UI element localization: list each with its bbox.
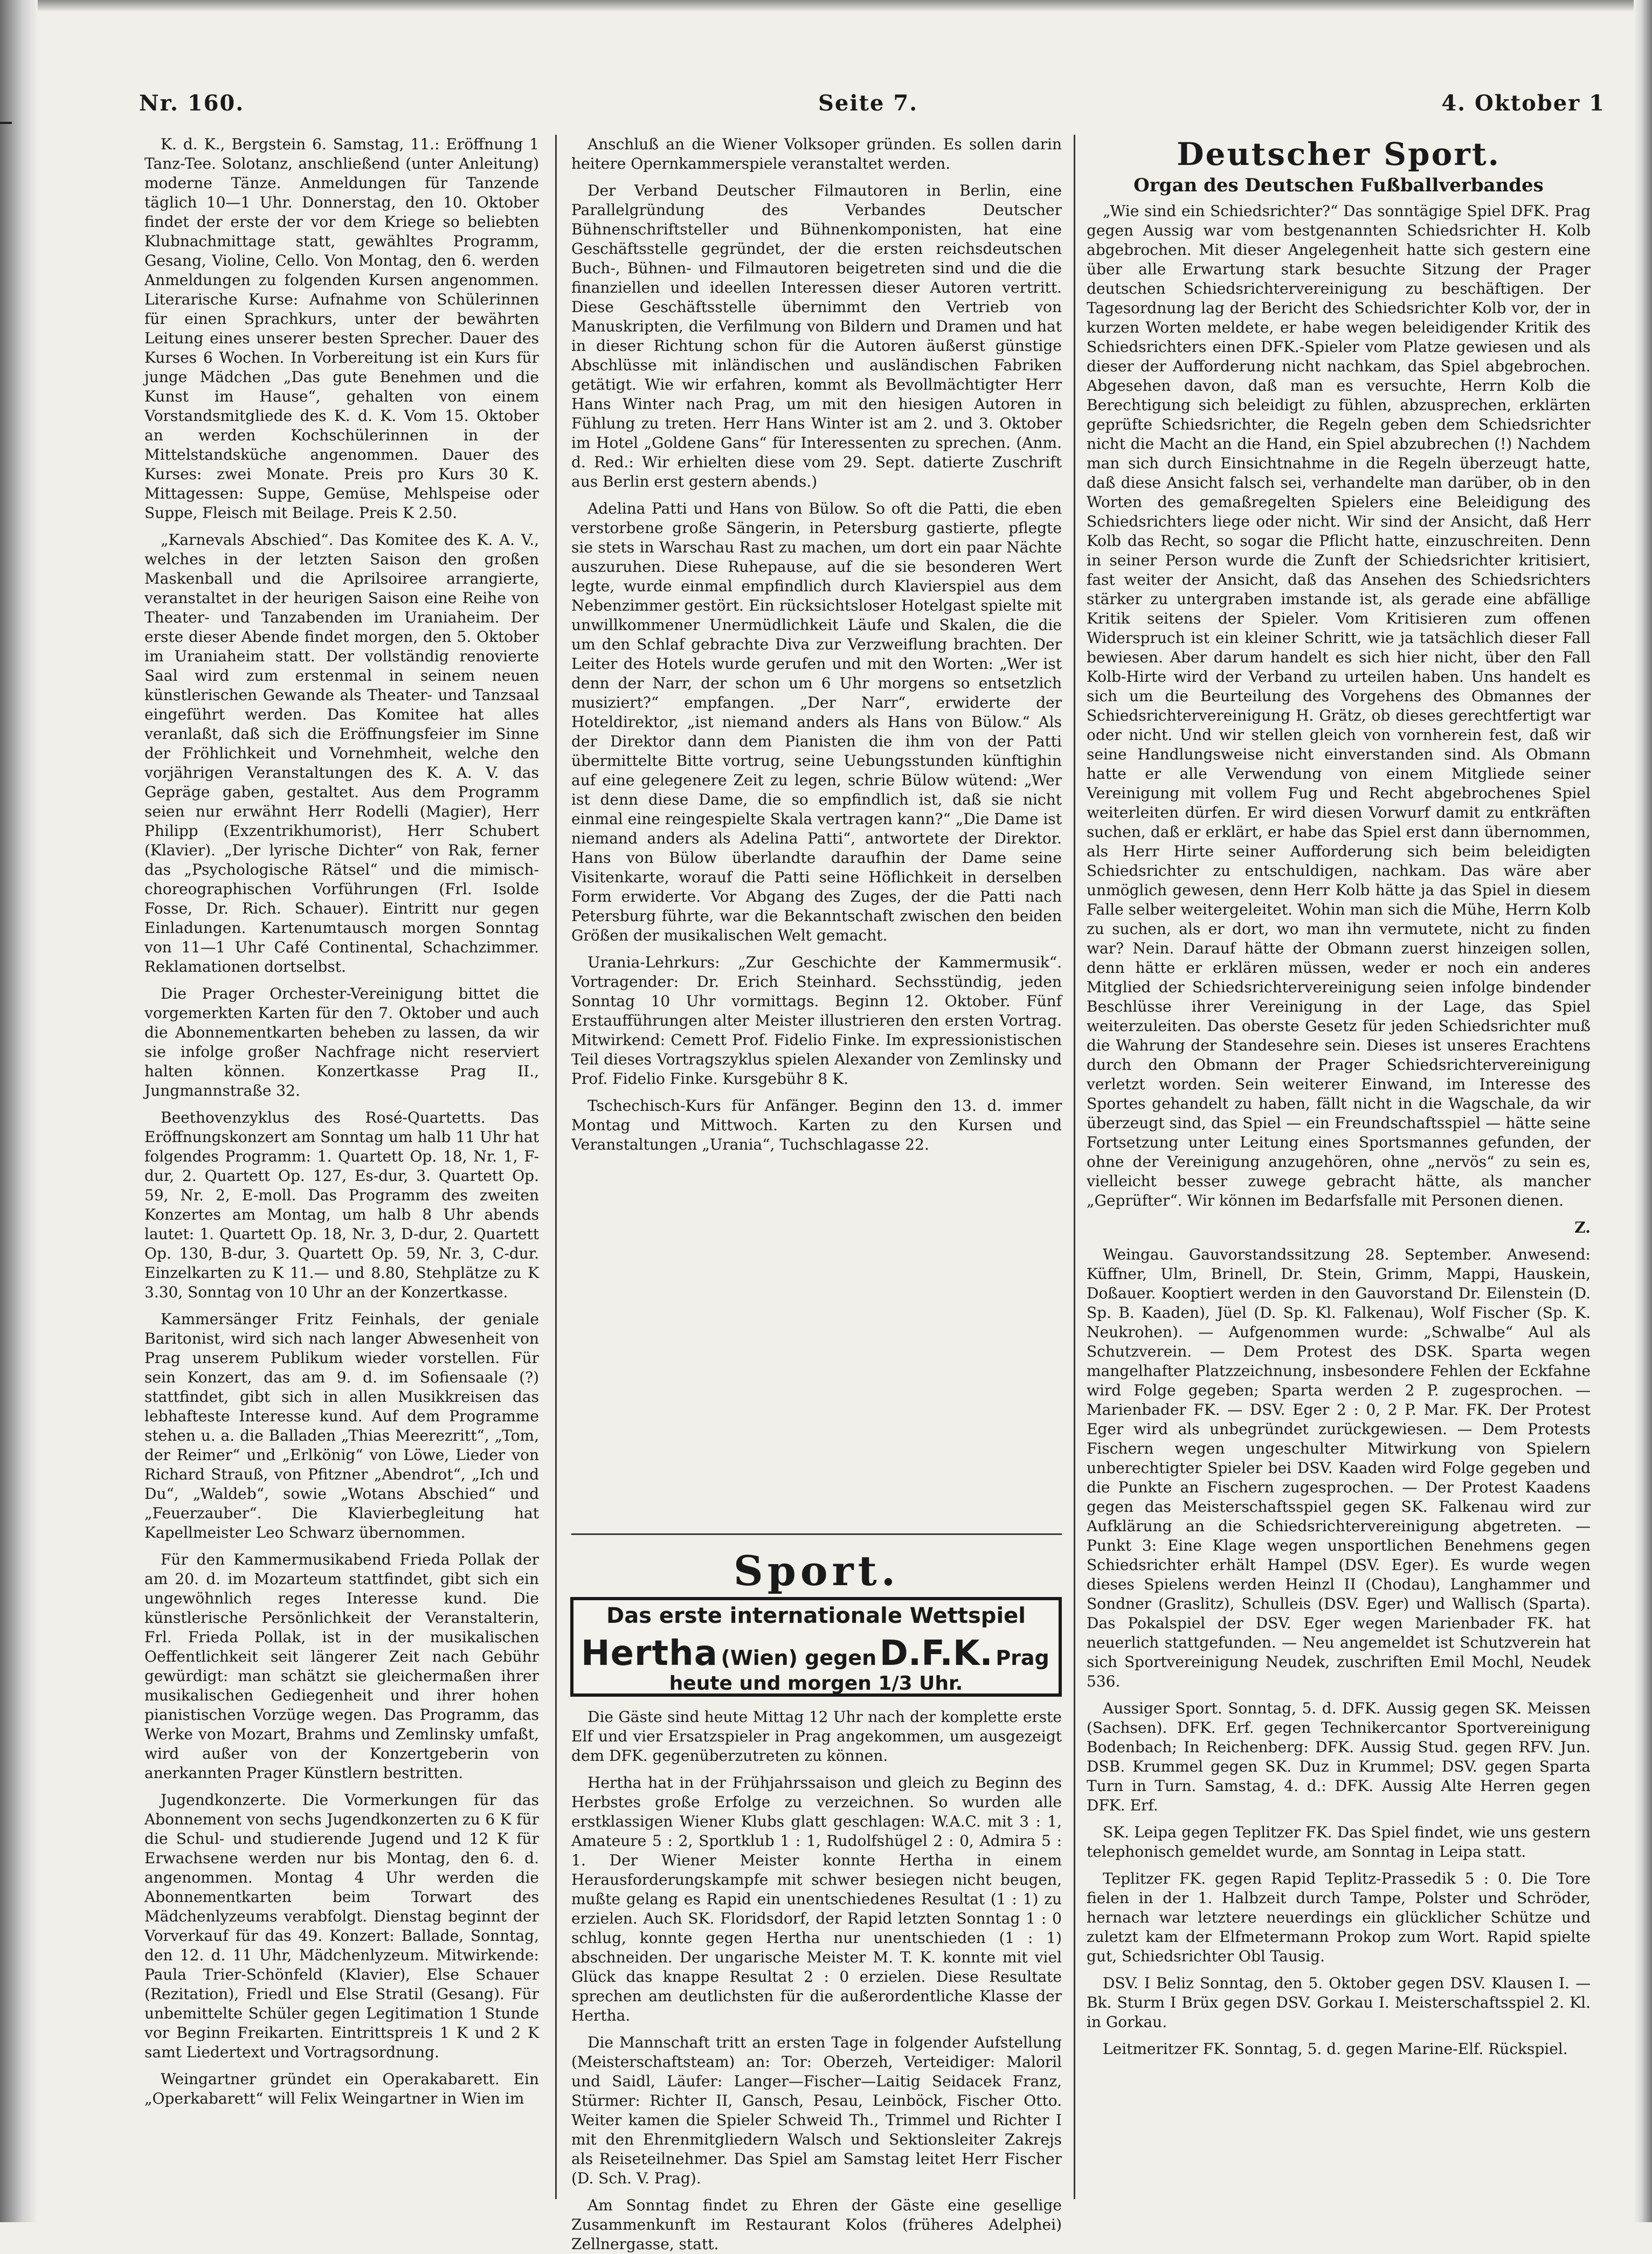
column-middle	[571, 135, 1062, 1364]
article-zusammenkunft: Am Sonntag findet zu Ehren der Gäste eine gesellige Zusammenkunft im Restaurant Kolos (früheres Adelphei) Zellnergasse, statt.	[571, 2196, 1062, 2253]
ad-team-hertha: Hertha	[581, 1634, 718, 1674]
ad-time: heute und morgen 1/3 Uhr.	[669, 1672, 963, 1695]
article-karnevals-abschied: „Karnevals Abschied“. Das Komitee des K. A. V., welches in der letzten Saison den großen Maskenball und die Aprilsoiree arrangierte, veranstaltet in der heurigen Saison eine Reihe von Theater- und Tanzabenden im Uraniaheim. Der erste dieser Abende findet morgen, den 5. Oktober im Uraniaheim statt. Der vollständig renovierte Saal wird zum erstenmal in seinem neuen künstlerischen Gewande als Theater- und Tanzsaal eingeführt werden. Das Komitee hat alles veranlaßt, daß sich die Eröffnungsfeier im Sinne der Fröhlichkeit und Vornehmheit, welche den vorjährigen Veranstaltungen des K. A. V. das Gepräge gaben, gestaltet. Aus dem Programm seien nur erwähnt Herr Rodelli (Magier), Herr Philipp (Exzentrikhumorist), Herr Schubert (Klavier). „Der lyrische Dichter“ von Rak, ferner das „Psychologische Rätsel“ und die mimisch-choreographischen Vorführungen (Frl. Isolde Fosse, Dr. Rich. Schauer). Eintritt nur gegen Einladungen. Kartenumtausch morgen Sonntag von 11—1 Uhr Café Continental, Schachzimmer. Reklamationen dortselbst.	[144, 531, 539, 976]
ad-vs-text: (Wien) gegen	[721, 1646, 877, 1670]
ad-city: Prag	[996, 1646, 1049, 1670]
column-left	[144, 135, 539, 2199]
section-rule	[571, 1533, 1062, 1535]
issue-date: 4. Oktober 1	[1441, 91, 1605, 116]
article-urania-lehrkurs: Urania-Lehrkurs: „Zur Geschichte der Kammermusik“. Vortragender: Dr. Erich Steinhard. Sechsstündig, jeden Sonntag 10 Uhr vormittags. Beginn 12. Oktober. Fünf Erstaufführungen alter Meister illustrieren den ersten Vortrag. Mitwirkend: Cemett Prof. Fidelio Finke. Im expressionistischen Teil dieses Vortragszyklus spielen Alexander von Zemlinsky und Prof. Fidelio Finke. Kursgebühr 8 K.	[571, 953, 1062, 1088]
article-weingartner: Weingartner gründet ein Operakabarett. Ein „Operkabarett“ will Felix Weingartner in Wien im	[144, 2070, 539, 2107]
article-dsv-beliz: DSV. I Beliz Sonntag, den 5. Oktober gegen DSV. Klausen I. — Bk. Sturm I Brüx gegen DSV. Gorkau I. Meisterschaftsspiel 2. Kl. in Gorkau.	[1087, 1974, 1591, 2031]
column-right	[1087, 135, 1591, 2199]
article-filmautoren: Der Verband Deutscher Filmautoren in Berlin, eine Parallelgründung des Verbandes Deutscher Bühnenschriftsteller und Bühnenkomponisten, hat eine Geschäftsstelle gegründet, der die ersten reichsdeutschen Buch-, Bühnen- und Filmautoren beigetreten sind und die die finanziellen und ideellen Interessen dieser Autoren vertritt. Diese Geschäftsstelle übernimmt den Vertrieb von Manuskripten, die Verfilmung von Bildern und Dramen und hat in dieser Richtung schon für die Autoren äußerst günstige Abschlüsse mit inländischen und ausländischen Fabriken getätigt. Wie wir erfahren, kommt als Bevollmächtigter Herr Hans Winter nach Prag, um mit den hiesigen Autoren in Fühlung zu treten. Herr Hans Winter ist am 2. und 3. Oktober im Hotel „Goldene Gans“ für Interessenten zu sprechen. (Anm. d. Red.: Wir erhielten diese vom 29. Sept. datierte Zuschrift aus Berlin erst gestern abends.)	[571, 182, 1062, 490]
article-schiedsrichter: „Wie sind ein Schiedsrichter?“ Das sonntägige Spiel DFK. Prag gegen Aussig war vom bestgenannten Schiedsrichter H. Kolb abgebrochen. Mit dieser Angelegenheit hatte sich gestern eine über alle Erwartung stark besuchte Sitzung der Prager deutschen Schiedsrichtervereinigung zu beschäftigen. Der Tagesordnung lag der Bericht des Schiedsrichter Kolb vor, der in kurzen Worten meldete, er habe wegen beleidigender Kritik des Schiedsrichters einen DFK.-Spieler vom Platze gewiesen und als dieser der Aufforderung nicht nachkam, das Spiel abgebrochen. Abgesehen davon, daß man es versuchte, Herrn Kolb die Berechtigung sich beleidigt zu fühlen, abzusprechen, erklärten geprüfte Schiedsrichter, die Regeln geben dem Schiedsrichter nicht die Macht an die Hand, ein Spiel abzubrechen (!) Nachdem man sich durch Einsichtnahme in die Regeln überzeugt hatte, daß diese Ansicht falsch sei, verhandelte man darüber, ob in den Worten des gemaßregelten Spielers eine Beleidigung des Schiedsrichters liege oder nicht. Wir sind der Ansicht, daß Herr Kolb das Recht, so sogar die Pflicht hatte, einzuschreiten. Denn in seiner Person wurde die Zunft der Schiedsrichter kritisiert, fast weiter der Ansicht, daß das Ansehen des Schiedsrichters stärker zu untergraben imstande ist, als gerade eine abfällige Kritik seitens der Spieler. Vom Kritisieren zum offenen Widerspruch ist ein kleiner Schritt, wie ja tatsächlich dieser Fall bewiesen. Aber darum handelt es sich hier nicht, über den Fall Kolb-Hirte wird der Verband zu urteilen haben. Uns handelt es sich um die Beurteilung des Vorgehens des Obmannes der Schiedsrichtervereinigung H. Grätz, ob dieses gerechtfertigt war oder nicht. Und wir stellen gleich von vornherein fest, daß wir seine Handlungsweise nicht einverstanden sind. Als Obmann hatte er alle Verwendung von einem Mitgliede seiner Vereinigung mit vollem Fug und Recht abgebrochenes Spiel weiterleiten dürfen. Er wird diesen Vorwurf damit zu entkräften suchen, daß er erklärt, er habe das Spiel erst dann übernommen, als Herr Hirte seiner Aufforderung sich beim beleidigten Schiedsrichter zu entschuldigen, nachkam. Das wäre aber unmöglich gewesen, denn Herr Kolb hätte ja das Spiel in diesem Falle selber weitergeleitet. Wohin man sich die Mühe, Herrn Kolb zu suchen, als er dort, wo man ihn vermutete, nicht zu finden war? Nein. Darauf hätte der Obmann zuerst hinzeigen sollen, denn hätte er erklären müssen, weder er noch ein anderes Mitglied der Schiedsrichtervereinigung seien infolge bindender Beschlüsse ihrer Vereinigung in der Lage, das Spiel weiterzuleiten. Das oberste Gesetz für jeden Schiedsrichter muß die Wahrung der Standesehre sein. Dieses ist unseres Erachtens durch den Obmann der Prager Schiedsrichtervereinigung verletzt worden. Sein weiterer Einwand, im Interesse des Sportes gehandelt zu haben, fällt nicht in die Wagschale, da wir überzeugt sind, das Spiel — ein Freundschaftsspiel — hätte seine Fortsetzung unter Leitung eines Sportsmannes gefunden, der ohne der Vereinigung anzugehören, ohne „nervös“ zu sein es, vielleicht besser zuwege gebracht hätte, als mancher „Geprüfter“. Wir können im Bedarfsfalle mit Personen dienen.	[1087, 202, 1591, 1209]
issue-number: Nr. 160.	[139, 91, 245, 116]
article-beethovenzyklus: Beethovenzyklus des Rosé-Quartetts. Das Eröffnungskonzert am Sonntag um halb 11 Uhr hat folgendes Programm: 1. Quartett Op. 18, Nr. 1, F-dur, 2. Quartett Op. 127, Es-dur, 3. Quartett Op. 59, Nr. 2, E-moll. Das Programm des zweiten Konzertes am Montag, um halb 8 Uhr abends lautet: 1. Quartett Op. 18, Nr. 3, D-dur, 2. Quartett Op. 130, B-dur, 3. Quartett Op. 59, Nr. 3, C-dur. Einzelkarten zu K 11.— und 8.80, Stehplätze zu K 3.30, Sonntag von 10 Uhr an der Konzertkasse.	[144, 1109, 539, 1301]
article-tschechisch-kurs: Tschechisch-Kurs für Anfänger. Beginn den 13. d. immer Montag und Mittwoch. Karten zu den Kursen und Veranstaltungen „Urania“, Tuchschlagasse 22.	[571, 1097, 1062, 1153]
sport-section-title: Sport.	[733, 1547, 900, 1595]
article-aussiger-sport: Aussiger Sport. Sonntag, 5. d. DFK. Aussig gegen SK. Meissen (Sachsen). DFK. Erf. gegen Technikercantor Sportvereinigung Bodenbach; In Reichenberg: DFK. Aussig Stud. gegen RFV. Jun. DSB. Krummel gegen SK. Duz in Krummel; DSV. gegen Sparta Turn in Turn. Samstag, 4. d.: DFK. Aussig Alte Herren gegen DFK. Erf.	[1087, 1699, 1591, 1814]
article-orchester-vereinigung: Die Prager Orchester-Vereinigung bittet die vorgemerkten Karten für den 7. Oktober und auch die Abonnementkarten beheben zu lassen, da wir sie infolge großer Nachfrage nicht reserviert halten können. Konzertkasse Prag II., Jungmannstraße 32.	[144, 985, 539, 1100]
article-volksoper: Anschluß an die Wiener Volksoper gründen. Es sollen darin heitere Opernkammerspiele veranstaltet werden.	[571, 135, 1062, 172]
article-kdk: K. d. K., Bergstein 6. Samstag, 11.: Eröffnung 1 Tanz-Tee. Solotanz, anschließend (unter Anleitung) moderne Tänze. Anmeldungen für Tanzende täglich 10—1 Uhr. Donnerstag, den 10. Oktober findet der erste der vor dem Kriege so beliebten Klubnachmittage statt, gewähltes Programm, Gesang, Violine, Cello. Von Montag, den 6. werden Anmeldungen zu folgenden Kursen angenommen. Literarische Kurse: Aufnahme von Schülerinnen für einen Sprachkurs, unter der bewährten Leitung eines unserer besten Sprecher. Dauer des Kurses 6 Wochen. In Vorbereitung ist ein Kurs für junge Mädchen „Das gute Benehmen und die Kunst im Hause“, gehalten von einem Vorstandsmitgliede des K. d. K. Vom 15. Oktober an werden Kochschülerinnen in der Mittelstandsküche angenommen. Dauer des Kurses: zwei Monate. Preis pro Kurs 30 K. Mittagessen: Suppe, Gemüse, Mehlspeise oder Suppe, Fleisch mit Beilage. Preis K 2.50.	[144, 135, 539, 522]
article-patti-buelow: Adelina Patti und Hans von Bülow. So oft die Patti, die eben verstorbene große Sängerin, in Petersburg gastierte, pflegte sie stets in Warschau Rast zu machen, um dort ein paar Nächte auszuruhen. Diese Ruhepause, auf die sie besonderen Wert legte, wurde einmal empfindlich durch Klavierspiel aus dem Nebenzimmer gestört. Ein rücksichtsloser Hotelgast spielte mit unwillkommener Unermüdlichkeit Läufe und Skalen, die die um den Schlaf gebrachte Diva zur Verzweiflung brachten. Der Leiter des Hotels wurde gerufen und mit den Worten: „Wer ist denn der Narr, der schon um 6 Uhr morgens so entsetzlich musiziert?“ empfangen. „Der Narr“, erwiderte der Hoteldirektor, „ist niemand anders als Hans von Bülow.“ Als der Direktor dann dem Pianisten die ihm von der Patti übermittelte Bitte vortrug, seine Uebungsstunden künftighin auf eine gelegenere Zeit zu legen, schrie Bülow wütend: „Wer ist denn diese Dame, die so empfindlich ist, daß sie nicht einmal eine reingespielte Skala vertragen kann?“ „Die Dame ist niemand anders als Adelina Patti“, antwortete der Direktor. Hans von Bülow überlandte daraufhin der Dame seine Visitenkarte, worauf die Patti seine Höflichkeit in derselben Form erwiderte. Vor Abgang des Zuges, der die Patti nach Petersburg führte, war die Bekanntschaft zwischen den beiden Größen der musikalischen Welt gemacht.	[571, 500, 1062, 944]
article-hertha-erfolge: Hertha hat in der Frühjahrssaison und gleich zu Beginn des Herbstes große Erfolge zu verzeichnen. So wurden alle erstklassigen Wiener Klubs glatt geschlagen: W.A.C. mit 3 : 1, Amateure 5 : 2, Sportklub 1 : 1, Rudolfshügel 2 : 0, Admira 5 : 1. Der Wiener Meister konnte Hertha in einem Herausforderungskampfe mit schwer besiegen nicht beugen, mußte gelang es Rapid ein unentschiedenes Resultat (1 : 1) zu erzielen. Auch SK. Floridsdorf, der Rapid letzten Sonntag 1 : 0 schlug, konnte gegen Hertha nur unentschieden (1 : 1) abschneiden. Der ungarische Meister M. T. K. konnte mit viel Glück das knappe Resultat 2 : 0 erzielen. Diese Resultate sprechen am deutlichsten für die außerordentliche Klasse der Hertha.	[571, 1774, 1062, 2024]
article-sk-leipa: SK. Leipa gegen Teplitzer FK. Das Spiel findet, wie uns gestern telephonisch gemeldet wurde, am Sonntag in Leipa statt.	[1087, 1823, 1591, 1861]
article-teplitzer-fk: Teplitzer FK. gegen Rapid Teplitz-Prassedik 5 : 0. Die Tore fielen in der 1. Halbzeit durch Tampe, Polster und Schröder, hernach war letztere neuerdings ein glücklicher Schütze und zuletzt kam der Elfmetermann Prokop zum Wort. Rapid spielte gut, Schiedsrichter Obl Tausig.	[1087, 1870, 1591, 1965]
ad-match-line	[581, 1634, 1049, 1674]
scan-binding-shadow	[0, 0, 38, 2222]
article-feinhals: Kammersänger Fritz Feinhals, der geniale Baritonist, wird sich nach langer Abwesenheit von Prag unserem Publikum wieder vorstellen. Für sein Konzert, das am 9. d. im Sofiensaale (?) stattfindet, gibt sich in allen Musikkreisen das lebhafteste Interesse kund. Auf dem Programme stehen u. a. die Balladen „Thias Meerezritt“, „Tom, der Reimer“ und „Erlkönig“ von Löwe, Lieder von Richard Strauß, von Pfitzner „Abendrot“, „Ich und Du“, „Waldeb“, sowie „Wotans Abschied“ und „Feuerzauber“. Die Klavierbegleitung hat Kapellmeister Leo Schwarz übernommen.	[144, 1310, 539, 1541]
margin-mark	[0, 122, 12, 124]
author-signoff: Z.	[1574, 1219, 1591, 1236]
section-subtitle: Organ des Deutschen Fußballverbandes	[1133, 175, 1544, 196]
scan-shadow-top	[0, 0, 1652, 12]
article-jugendkonzerte: Jugendkonzerte. Die Vormerkungen für das Abonnement von sechs Jugendkonzerten zu 6 K für die Schul- und studierende Jugend und 12 K für Erwachsene werden nur bis Montag, den 6. d. angenommen. Montag 4 Uhr werden die Abonnementkarten beim Torwart des Mädchenlyzeums verabfolgt. Dienstag beginnt der Vorverkauf für das 49. Konzert: Ballade, Sonntag, den 12. d. 11 Uhr, Mädchenlyzeum. Mitwirkende: Paula Trier-Schönfeld (Klavier), Else Schauer (Rezitation), Friedl und Else Stratil (Gesang). Für unbemittelte Schüler gegen Legitimation 1 Stunde vor Beginn Freikarten. Eintrittspreis 1 K und 2 K samt Liedertext und Vortragsordnung.	[144, 1791, 539, 2061]
column-rule-1	[555, 135, 557, 2199]
ad-team-dfk: D.F.K.	[879, 1634, 993, 1674]
column-middle-sport	[571, 1707, 1062, 2253]
article-gaeste: Die Gäste sind heute Mittag 12 Uhr nach der komplette erste Elf und vier Ersatzspieler in Prag angekommen, um ausgezeigt dem DFK. gegenüberzutreten zu können.	[571, 1708, 1062, 1765]
article-leitmeritzer-fk: Leitmeritzer FK. Sonntag, 5. d. gegen Marine-Elf. Rückspiel.	[1103, 2040, 1568, 2058]
column-rule-2	[1074, 135, 1075, 2199]
article-aufstellung: Die Mannschaft tritt an ersten Tage in folgender Aufstellung (Meisterschaftsteam) an: Tor: Oberzeh, Verteidiger: Maloril und Saidl, Läufer: Langer—Fischer—Laitig Seidacek Franz, Stürmer: Richter II, Gansch, Pesau, Leinböck, Fischer Otto. Weiter kamen die Spieler Schweid Th., Trimmel und Richter I mit den Ehrenmitgliedern Walsch und Sektionsleiter Zakrejs als Reiseteilnehmer. Das Spiel am Samstag leitet Herr Fischer (D. Sch. V. Prag).	[571, 2034, 1062, 2187]
match-advertisement	[570, 1597, 1062, 1697]
article-weingau: Weingau. Gauvorstandssitzung 28. September. Anwesend: Küffner, Ulm, Brinell, Dr. Stein, Grimm, Mappi, Hauskein, Doßauer. Kooptiert werden in den Gauvorstand Dr. Eilenstein (D. Sp. B. Kaaden), Jüel (D. Sp. Kl. Falkenau), Wolf Fischer (Sp. K. Neukrohen). — Aufgenommen wurde: „Schwalbe“ Aul als Schutzverein. — Dem Protest des DSK. Sparta wegen mangelhafter Platzzeichnung, insbesondere Fehlen der Eckfahne wird Folge gegeben; Sparta werden 2 P. zugesprochen. — Marienbader FK. — DSV. Eger 2 : 0, 2 P. Mar. FK. Der Protest Eger wird als unbegründet zurückgewiesen. — Dem Protests Fischern wegen ungeschulter Mitwirkung von Spielern unberechtigter Spieler bei DSV. Kaaden wird Folge gegeben und die Punkte an Fischern zugesprochen. — Der Protest Kaadens gegen das Meisterschaftsspiel gegen SK. Falkenau wird zur Aufklärung an die Schiedsrichtervereinigung abgetreten. — Punkt 3: Eine Klage wegen unsportlichen Benehmens gegen Schiedsrichter erhält Hampel (DSV. Eger). Es wurde wegen dieses Spielens werden Heinzl II (Chodau), Langhammer und Sondner (Graslitz), Schulleis (DSV. Eger) und Wallisch (Sparta). Das Pokalspiel der DSV. Eger wegen Marienbader FK. hat neuerlich stattgefunden. — Neu angemeldet ist Schutzverein hat sich Sportvereinigung Neudek, zuschriften Emil Mochl, Neudek 536.	[1087, 1246, 1591, 1690]
section-title-deutscher-sport: Deutscher Sport.	[1177, 136, 1501, 172]
page-number: Seite 7.	[818, 91, 918, 116]
ad-headline: Das erste internationale Wettspiel	[606, 1603, 1026, 1628]
scan-shadow-right	[1634, 0, 1652, 2222]
page-header	[139, 91, 1605, 128]
article-kammermusikabend: Für den Kammermusikabend Frieda Pollak der am 20. d. im Mozarteum stattfindet, gibt sich ein ungewöhnlich reges Interesse kund. Die künstlerische Persönlichkeit der Veranstalterin, Frl. Frieda Pollak, ist in der musikalischen Oeffentlichkeit seit längerer Zeit nach Gebühr gewürdigt: man schätzt sie gleichermaßen ihrer musikalischen Gediegenheit und ihrer hohen pianistischen Vorzüge wegen. Das Programm, das Werke von Mozart, Brahms und Zemlinsky umfaßt, wird außer von der Konzertgeberin von anerkannten Prager Künstlern bestritten.	[144, 1551, 539, 1782]
